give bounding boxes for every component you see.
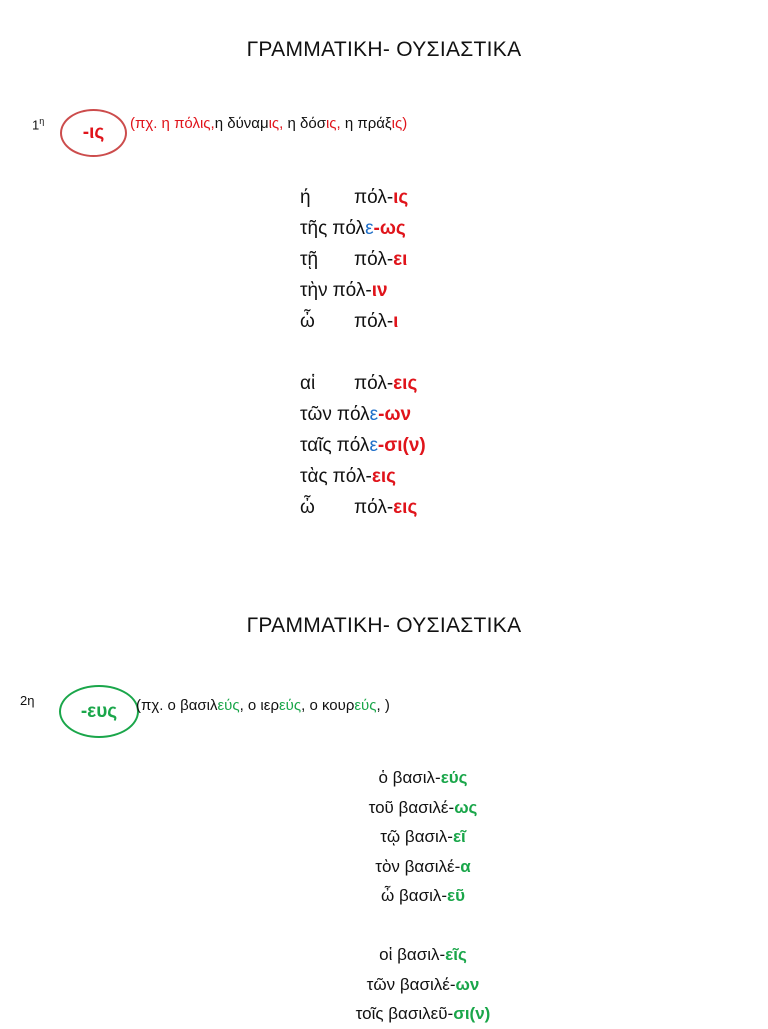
- article: ταῖς: [300, 435, 332, 456]
- stem-vowel: ε: [369, 435, 378, 456]
- article: ὦ: [300, 497, 315, 518]
- stem: πόλ: [336, 435, 370, 456]
- ending: εις: [393, 373, 418, 394]
- declension-row: [300, 213, 426, 244]
- ending: εῦ: [447, 886, 465, 905]
- ending-label: -ευς: [80, 700, 118, 722]
- ending: εῖ: [452, 827, 466, 846]
- article: τῆς: [300, 218, 328, 239]
- ending: εις: [371, 466, 396, 487]
- word-stem: οἱ βασιλ-: [379, 945, 446, 964]
- stem: πόλ-: [354, 373, 394, 394]
- word-stem: τοῦ βασιλέ-: [368, 797, 455, 817]
- stem-vowel: ε: [365, 218, 374, 239]
- stem: πόλ: [336, 404, 370, 425]
- ending: ι: [393, 311, 399, 332]
- stem: πόλ-: [354, 187, 394, 208]
- stem: πόλ: [332, 218, 366, 239]
- article: αἱ: [300, 373, 316, 394]
- declension-row: [300, 182, 426, 213]
- ending-oval: [60, 109, 127, 157]
- word-stem: ὦ βασιλ-: [380, 886, 448, 905]
- word-stem: τῶν βασιλέ-: [366, 974, 456, 994]
- page-title: ΓΡΑΜΜΑΤΙΚΗ- ΟΥΣΙΑΣΤΙΚΑ: [246, 38, 522, 61]
- declension-row: [300, 368, 426, 399]
- word-stem: τὸν βασιλέ-: [375, 856, 461, 876]
- section-number: $1^\eta$: [32, 116, 45, 133]
- declension-table: [300, 182, 426, 523]
- article: ή: [300, 187, 311, 208]
- ending: -ως: [373, 218, 406, 239]
- stem-vowel: ε: [369, 404, 379, 425]
- ending: σι(ν): [453, 1004, 491, 1023]
- declension-row: [0, 852, 768, 882]
- declension-table: [0, 763, 768, 1029]
- declension-row: [0, 763, 768, 793]
- ending: εις: [393, 497, 418, 518]
- declension-row: [0, 970, 768, 1000]
- declension-row: [0, 999, 768, 1029]
- ending: ιν: [371, 280, 388, 301]
- ending: ις: [393, 187, 409, 208]
- article: ὦ: [300, 311, 315, 332]
- ending: ει: [393, 249, 408, 270]
- stem: πόλ-: [354, 497, 394, 518]
- row-gap: [300, 337, 426, 368]
- page-2: [0, 512, 768, 1024]
- ending: ων: [455, 974, 480, 994]
- declension-row: [300, 244, 426, 275]
- declension-row: [0, 822, 768, 852]
- stem: πόλ-: [332, 280, 372, 301]
- declension-row: [300, 275, 426, 306]
- ending: -ων: [378, 404, 412, 425]
- declension-row: [300, 306, 426, 337]
- declension-row: [300, 461, 426, 492]
- stem: πόλ-: [354, 249, 394, 270]
- row-gap: [0, 911, 768, 941]
- declension-row: [0, 793, 768, 823]
- declension-row: [300, 399, 426, 430]
- stem: πόλ-: [332, 466, 372, 487]
- ending: -σι(ν): [377, 435, 426, 456]
- example-text: (πχ. η πόλις,η δύναμις, η δόσις, η πράξις): [130, 115, 408, 132]
- article: τὴν: [300, 280, 328, 301]
- word-stem: τοῖς βασιλεῦ-: [355, 1004, 454, 1023]
- word-stem: τῷ βασιλ-: [380, 827, 453, 846]
- ending-oval: [59, 685, 139, 738]
- word-stem: ὁ βασιλ-: [378, 768, 441, 787]
- article: τῶν: [300, 404, 332, 425]
- declension-row: [0, 881, 768, 911]
- ending-label: -ις: [82, 122, 105, 143]
- declension-row: [0, 940, 768, 970]
- stem: πόλ-: [354, 311, 394, 332]
- ending: εύς: [440, 768, 468, 787]
- example-text: (πχ. ο βασιλεύς, ο ιερεύς, ο κουρεύς, ): [136, 697, 390, 714]
- declension-row: [300, 430, 426, 461]
- page-title: ΓΡΑΜΜΑΤΙΚΗ- ΟΥΣΙΑΣΤΙΚΑ: [246, 614, 522, 637]
- ending: ως: [454, 797, 478, 817]
- ending: α: [460, 856, 471, 876]
- article: τὰς: [300, 466, 328, 487]
- article: τῇ: [300, 249, 319, 270]
- section-number: 2η: [20, 693, 35, 708]
- ending: εῖς: [445, 945, 467, 964]
